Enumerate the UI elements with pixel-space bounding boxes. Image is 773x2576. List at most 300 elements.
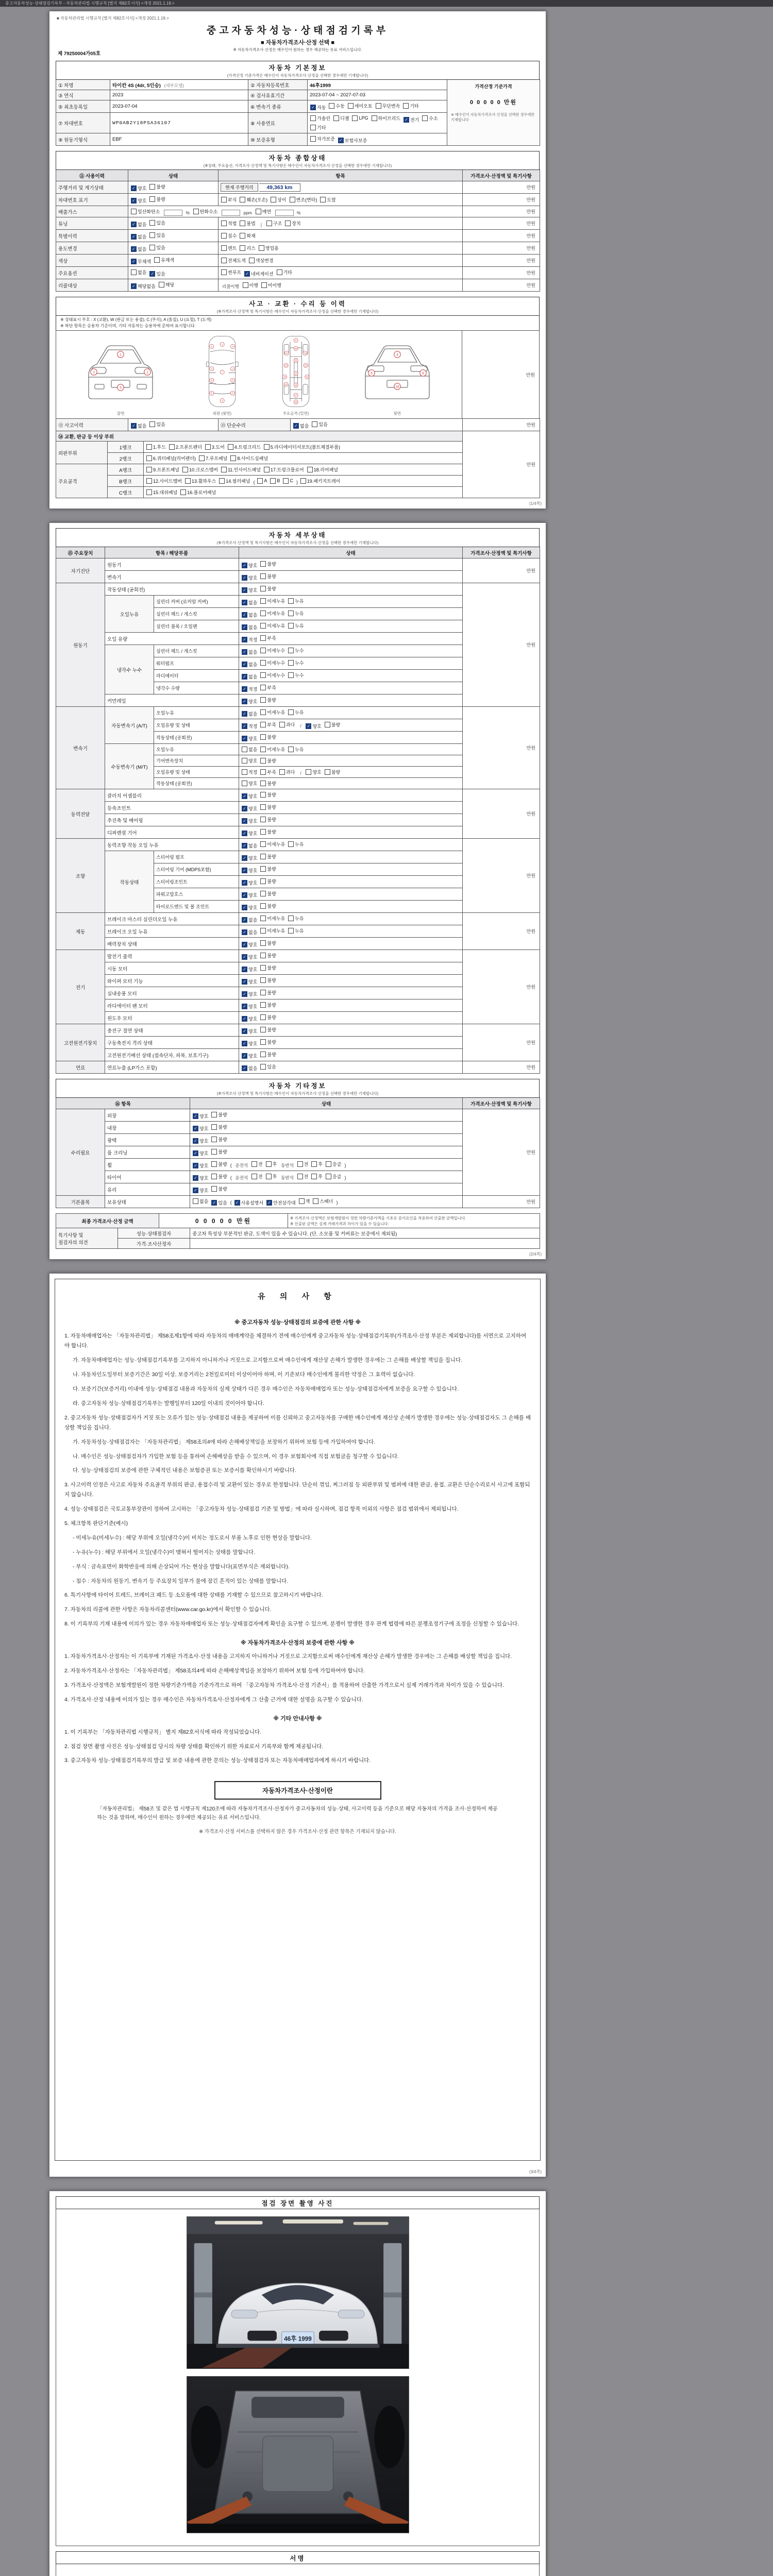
checkbox-box[interactable]	[260, 792, 266, 798]
checkbox-checked[interactable]	[131, 246, 146, 252]
checkbox-box[interactable]: ✓	[234, 1200, 240, 1206]
checkbox-box[interactable]: ✓	[242, 905, 247, 910]
checkbox-unchecked[interactable]	[288, 659, 304, 666]
checkbox-checked[interactable]	[131, 422, 146, 429]
checkbox-box[interactable]	[228, 444, 233, 450]
checkbox-box[interactable]	[260, 573, 266, 579]
checkbox-unchecked[interactable]	[185, 478, 216, 484]
checkbox-unchecked[interactable]	[211, 1161, 227, 1167]
checkbox-box[interactable]	[180, 489, 186, 495]
checkbox-box[interactable]: ✓	[131, 234, 137, 240]
checkbox-box[interactable]: ✓	[131, 198, 137, 204]
checkbox-unchecked[interactable]	[211, 1148, 227, 1155]
checkbox-box[interactable]	[260, 672, 266, 678]
checkbox-checked[interactable]	[193, 1150, 208, 1157]
checkbox-unchecked[interactable]	[288, 622, 304, 629]
checkbox-checked[interactable]	[131, 283, 156, 290]
checkbox-unchecked[interactable]	[260, 1051, 276, 1058]
checkbox-box[interactable]	[251, 1174, 257, 1179]
checkbox-checked[interactable]	[404, 116, 419, 123]
checkbox-box[interactable]	[146, 455, 152, 461]
checkbox-unchecked[interactable]	[259, 245, 279, 251]
checkbox-box[interactable]	[240, 197, 245, 202]
checkbox-unchecked[interactable]	[260, 672, 285, 679]
checkbox-unchecked[interactable]	[261, 282, 281, 289]
checkbox-box[interactable]	[260, 623, 266, 629]
checkbox-unchecked[interactable]	[240, 232, 255, 239]
checkbox-box[interactable]	[260, 561, 266, 567]
checkbox-unchecked[interactable]	[260, 610, 285, 617]
checkbox-box[interactable]: ✓	[242, 563, 247, 568]
checkbox-box[interactable]: ✓	[242, 991, 247, 997]
checkbox-box[interactable]: ✓	[242, 1028, 247, 1034]
checkbox-checked[interactable]	[193, 1113, 208, 1120]
checkbox-box[interactable]	[146, 444, 152, 450]
checkbox-box[interactable]: ✓	[242, 711, 247, 717]
checkbox-checked[interactable]	[242, 649, 257, 655]
checkbox-box[interactable]: ✓	[193, 1175, 198, 1181]
checkbox-box[interactable]: ✓	[211, 1200, 217, 1206]
checkbox-box[interactable]: ✓	[242, 612, 247, 618]
checkbox-box[interactable]	[376, 103, 381, 109]
checkbox-box[interactable]	[149, 184, 155, 190]
checkbox-box[interactable]	[221, 221, 227, 226]
checkbox-box[interactable]	[260, 928, 266, 934]
checkbox-box[interactable]	[311, 1174, 317, 1179]
checkbox-box[interactable]: ✓	[242, 942, 247, 947]
checkbox-unchecked[interactable]	[260, 585, 276, 592]
checkbox-unchecked[interactable]	[149, 232, 165, 239]
checkbox-checked[interactable]	[242, 686, 257, 692]
checkbox-unchecked[interactable]	[260, 769, 276, 775]
checkbox-unchecked[interactable]	[325, 769, 340, 775]
checkbox-box[interactable]: ✓	[242, 686, 247, 692]
checkbox-unchecked[interactable]	[146, 444, 166, 450]
checkbox-box[interactable]	[240, 221, 245, 226]
checkbox-unchecked[interactable]	[297, 1161, 309, 1167]
checkbox-checked[interactable]	[242, 867, 257, 874]
checkbox-unchecked[interactable]	[240, 245, 255, 251]
checkbox-box[interactable]: ✓	[242, 917, 247, 923]
checkbox-box[interactable]	[221, 197, 227, 202]
checkbox-box[interactable]	[260, 891, 266, 896]
checkbox-box[interactable]: ✓	[293, 423, 299, 429]
checkbox-unchecked[interactable]	[260, 828, 276, 835]
checkbox-box[interactable]: ✓	[242, 637, 247, 642]
checkbox-checked[interactable]	[242, 855, 257, 861]
checkbox-box[interactable]	[297, 1161, 303, 1167]
checkbox-unchecked[interactable]	[260, 952, 276, 959]
checkbox-unchecked[interactable]	[260, 561, 276, 567]
checkbox-box[interactable]	[260, 611, 266, 616]
checkbox-unchecked[interactable]	[279, 769, 295, 775]
checkbox-box[interactable]	[149, 421, 155, 427]
checkbox-box[interactable]	[260, 1014, 266, 1020]
checkbox-unchecked[interactable]	[325, 721, 340, 728]
checkbox-box[interactable]	[221, 245, 227, 251]
checkbox-unchecked[interactable]	[242, 757, 257, 764]
checkbox-box[interactable]	[240, 245, 245, 251]
checkbox-box[interactable]: ✓	[193, 1138, 198, 1144]
checkbox-unchecked[interactable]	[260, 791, 276, 798]
checkbox-box[interactable]	[211, 1124, 217, 1130]
checkbox-box[interactable]	[279, 722, 285, 727]
checkbox-box[interactable]	[260, 747, 266, 752]
checkbox-box[interactable]	[264, 467, 270, 472]
checkbox-box[interactable]	[288, 841, 294, 847]
checkbox-box[interactable]	[277, 269, 282, 275]
checkbox-unchecked[interactable]	[333, 115, 349, 122]
checkbox-unchecked[interactable]	[288, 709, 304, 716]
checkbox-unchecked[interactable]	[146, 455, 196, 462]
checkbox-box[interactable]	[264, 444, 270, 450]
checkbox-unchecked[interactable]	[146, 466, 179, 473]
checkbox-checked[interactable]	[310, 104, 326, 111]
checkbox-box[interactable]	[320, 197, 326, 202]
checkbox-box[interactable]	[310, 136, 316, 142]
checkbox-box[interactable]	[325, 722, 330, 727]
checkbox-box[interactable]	[326, 1174, 331, 1179]
checkbox-box[interactable]	[131, 269, 137, 275]
checkbox-unchecked[interactable]	[288, 915, 304, 922]
checkbox-box[interactable]	[149, 220, 155, 226]
checkbox-box[interactable]	[290, 197, 295, 202]
checkbox-unchecked[interactable]	[260, 977, 276, 984]
checkbox-unchecked[interactable]	[260, 635, 276, 641]
checkbox-box[interactable]	[242, 758, 247, 764]
checkbox-unchecked[interactable]	[288, 598, 304, 604]
checkbox-checked[interactable]	[242, 574, 257, 581]
checkbox-unchecked[interactable]	[182, 466, 218, 473]
checkbox-unchecked[interactable]	[326, 1173, 341, 1180]
checkbox-unchecked[interactable]	[288, 647, 304, 654]
checkbox-box[interactable]	[257, 478, 263, 484]
checkbox-unchecked[interactable]	[279, 721, 295, 728]
checkbox-box[interactable]	[288, 611, 294, 616]
checkbox-box[interactable]	[260, 817, 266, 822]
checkbox-box[interactable]	[256, 209, 261, 214]
checkbox-unchecked[interactable]	[228, 444, 261, 450]
checkbox-box[interactable]	[260, 722, 266, 727]
checkbox-unchecked[interactable]	[260, 757, 276, 764]
checkbox-box[interactable]	[311, 1161, 317, 1167]
checkbox-checked[interactable]	[193, 1138, 208, 1144]
checkbox-box[interactable]: ✓	[242, 855, 247, 861]
checkbox-unchecked[interactable]	[205, 444, 225, 450]
checkbox-unchecked[interactable]	[277, 269, 292, 276]
checkbox-unchecked[interactable]	[199, 455, 227, 462]
checkbox-box[interactable]	[260, 586, 266, 591]
checkbox-unchecked[interactable]	[257, 478, 267, 484]
checkbox-box[interactable]: ✓	[242, 1041, 247, 1046]
checkbox-unchecked[interactable]	[221, 245, 237, 251]
checkbox-box[interactable]	[288, 660, 294, 666]
checkbox-unchecked[interactable]	[260, 804, 276, 810]
checkbox-box[interactable]	[266, 1174, 272, 1179]
checkbox-unchecked[interactable]	[260, 647, 285, 654]
checkbox-checked[interactable]	[242, 1003, 257, 1010]
checkbox-checked[interactable]	[242, 1028, 257, 1035]
checkbox-box[interactable]	[260, 769, 266, 775]
checkbox-checked[interactable]	[242, 562, 257, 569]
checkbox-box[interactable]: ✓	[244, 271, 250, 277]
checkbox-box[interactable]	[185, 478, 191, 484]
checkbox-box[interactable]	[221, 233, 227, 239]
checkbox-box[interactable]	[260, 685, 266, 690]
checkbox-unchecked[interactable]	[260, 841, 285, 848]
checkbox-unchecked[interactable]	[242, 746, 257, 753]
checkbox-unchecked[interactable]	[211, 1173, 227, 1180]
checkbox-unchecked[interactable]	[266, 1161, 277, 1167]
checkbox-box[interactable]: ✓	[242, 1004, 247, 1009]
checkbox-box[interactable]: ✓	[242, 699, 247, 704]
checkbox-box[interactable]	[169, 444, 175, 450]
checkbox-box[interactable]	[242, 769, 247, 775]
checkbox-box[interactable]: ✓	[242, 600, 247, 605]
checkbox-checked[interactable]	[242, 624, 257, 631]
checkbox-checked[interactable]	[242, 917, 257, 923]
checkbox-checked[interactable]	[244, 270, 273, 277]
checkbox-box[interactable]: ✓	[149, 271, 155, 277]
checkbox-box[interactable]	[279, 769, 285, 775]
checkbox-checked[interactable]	[242, 793, 257, 800]
checkbox-box[interactable]	[249, 258, 255, 263]
checkbox-unchecked[interactable]	[230, 455, 268, 462]
checkbox-box[interactable]	[288, 648, 294, 653]
checkbox-unchecked[interactable]	[310, 124, 326, 131]
checkbox-box[interactable]	[270, 478, 276, 484]
checkbox-unchecked[interactable]	[260, 780, 276, 787]
checkbox-box[interactable]	[283, 478, 289, 484]
checkbox-checked[interactable]	[242, 1040, 257, 1047]
checkbox-box[interactable]	[221, 258, 227, 263]
checkbox-box[interactable]	[352, 115, 358, 121]
checkbox-box[interactable]	[251, 1161, 257, 1167]
checkbox-unchecked[interactable]	[260, 853, 276, 860]
checkbox-unchecked[interactable]	[260, 598, 285, 604]
checkbox-box[interactable]	[260, 635, 266, 641]
checkbox-unchecked[interactable]	[260, 866, 276, 872]
checkbox-box[interactable]	[260, 1027, 266, 1032]
checkbox-box[interactable]: ✓	[242, 868, 247, 873]
checkbox-checked[interactable]	[266, 1199, 295, 1206]
checkbox-unchecked[interactable]	[403, 103, 418, 109]
checkbox-unchecked[interactable]	[251, 1161, 263, 1167]
checkbox-box[interactable]	[260, 1052, 266, 1057]
checkbox-checked[interactable]	[131, 185, 146, 192]
checkbox-unchecked[interactable]	[260, 903, 276, 909]
checkbox-unchecked[interactable]	[221, 196, 237, 203]
checkbox-checked[interactable]	[242, 954, 257, 960]
checkbox-unchecked[interactable]	[352, 115, 368, 121]
checkbox-checked[interactable]	[242, 818, 257, 824]
checkbox-box[interactable]	[205, 444, 211, 450]
checkbox-unchecked[interactable]	[283, 478, 293, 484]
checkbox-box[interactable]	[333, 115, 339, 121]
checkbox-box[interactable]	[288, 623, 294, 629]
checkbox-unchecked[interactable]	[266, 220, 282, 227]
checkbox-box[interactable]	[211, 1161, 217, 1167]
checkbox-box[interactable]: ✓	[242, 662, 247, 667]
checkbox-box[interactable]: ✓	[242, 587, 247, 593]
checkbox-checked[interactable]	[131, 233, 146, 240]
checkbox-box[interactable]	[288, 598, 294, 604]
checkbox-checked[interactable]	[293, 422, 309, 429]
checkbox-checked[interactable]	[242, 966, 257, 973]
checkbox-unchecked[interactable]	[372, 115, 400, 122]
checkbox-unchecked[interactable]	[131, 208, 160, 215]
checkbox-box[interactable]	[242, 781, 247, 786]
checkbox-unchecked[interactable]	[240, 196, 267, 203]
checkbox-box[interactable]	[310, 115, 316, 121]
checkbox-unchecked[interactable]	[260, 1063, 276, 1070]
checkbox-unchecked[interactable]	[260, 989, 276, 996]
checkbox-box[interactable]	[329, 103, 334, 109]
checkbox-unchecked[interactable]	[221, 232, 237, 239]
checkbox-unchecked[interactable]	[300, 478, 341, 484]
checkbox-checked[interactable]	[242, 805, 257, 812]
checkbox-checked[interactable]	[193, 1162, 208, 1169]
checkbox-box[interactable]	[260, 648, 266, 653]
checkbox-unchecked[interactable]	[146, 478, 182, 484]
checkbox-box[interactable]	[259, 245, 264, 251]
checkbox-checked[interactable]	[242, 978, 257, 985]
checkbox-unchecked[interactable]	[211, 1124, 227, 1130]
checkbox-unchecked[interactable]	[270, 478, 280, 484]
checkbox-checked[interactable]	[242, 673, 257, 680]
checkbox-checked[interactable]	[242, 710, 257, 717]
checkbox-unchecked[interactable]	[290, 196, 317, 203]
checkbox-checked[interactable]	[242, 830, 257, 837]
checkbox-box[interactable]	[230, 455, 236, 461]
checkbox-checked[interactable]	[193, 1175, 208, 1181]
checkbox-unchecked[interactable]	[260, 816, 276, 823]
checkbox-box[interactable]	[297, 1174, 303, 1179]
checkbox-unchecked[interactable]	[260, 721, 276, 728]
checkbox-box[interactable]	[199, 455, 205, 461]
checkbox-unchecked[interactable]	[376, 103, 400, 109]
checkbox-box[interactable]	[288, 672, 294, 678]
checkbox-box[interactable]	[261, 282, 267, 288]
checkbox-unchecked[interactable]	[288, 927, 304, 934]
checkbox-checked[interactable]	[242, 723, 257, 730]
checkbox-box[interactable]	[260, 977, 266, 983]
checkbox-box[interactable]	[260, 804, 266, 810]
checkbox-box[interactable]	[260, 916, 266, 921]
checkbox-unchecked[interactable]	[260, 622, 285, 629]
checkbox-box[interactable]	[260, 854, 266, 859]
checkbox-unchecked[interactable]	[266, 1173, 277, 1180]
checkbox-box[interactable]: ✓	[404, 117, 409, 123]
checkbox-box[interactable]: ✓	[242, 624, 247, 630]
checkbox-unchecked[interactable]	[251, 1173, 263, 1180]
checkbox-box[interactable]	[288, 747, 294, 752]
checkbox-box[interactable]	[271, 197, 276, 202]
checkbox-box[interactable]	[146, 467, 152, 472]
checkbox-box[interactable]	[193, 1198, 198, 1204]
checkbox-unchecked[interactable]	[260, 890, 276, 897]
checkbox-unchecked[interactable]	[313, 1198, 333, 1205]
checkbox-checked[interactable]	[131, 258, 151, 265]
checkbox-unchecked[interactable]	[221, 269, 241, 276]
checkbox-unchecked[interactable]	[260, 1026, 276, 1033]
checkbox-box[interactable]	[159, 282, 164, 287]
checkbox-unchecked[interactable]	[219, 478, 250, 484]
checkbox-checked[interactable]	[211, 1199, 227, 1206]
checkbox-checked[interactable]	[242, 698, 257, 705]
checkbox-box[interactable]	[260, 841, 266, 847]
checkbox-box[interactable]	[221, 467, 227, 472]
checkbox-box[interactable]	[307, 467, 313, 472]
value-input-box[interactable]	[164, 210, 182, 216]
checkbox-unchecked[interactable]	[271, 196, 286, 203]
checkbox-box[interactable]: ✓	[242, 1053, 247, 1059]
checkbox-box[interactable]: ✓	[242, 880, 247, 886]
checkbox-checked[interactable]	[242, 1053, 257, 1059]
checkbox-box[interactable]: ✓	[193, 1150, 198, 1156]
checkbox-box[interactable]	[260, 758, 266, 764]
checkbox-checked[interactable]	[242, 904, 257, 911]
checkbox-box[interactable]: ✓	[242, 674, 247, 680]
checkbox-unchecked[interactable]	[288, 746, 304, 753]
checkbox-checked[interactable]	[242, 929, 257, 936]
checkbox-box[interactable]	[211, 1149, 217, 1155]
checkbox-box[interactable]	[422, 115, 428, 121]
checkbox-unchecked[interactable]	[154, 257, 174, 263]
checkbox-box[interactable]	[288, 709, 294, 715]
checkbox-unchecked[interactable]	[299, 1198, 310, 1205]
checkbox-box[interactable]	[260, 1039, 266, 1045]
checkbox-box[interactable]	[326, 1161, 331, 1167]
checkbox-checked[interactable]	[193, 1125, 208, 1132]
checkbox-unchecked[interactable]	[260, 878, 276, 885]
checkbox-checked[interactable]	[234, 1199, 263, 1206]
checkbox-box[interactable]	[242, 747, 247, 752]
checkbox-checked[interactable]	[242, 587, 257, 594]
checkbox-unchecked[interactable]	[260, 915, 285, 922]
checkbox-box[interactable]	[240, 233, 245, 239]
checkbox-checked[interactable]	[149, 270, 165, 277]
checkbox-unchecked[interactable]	[211, 1136, 227, 1143]
checkbox-unchecked[interactable]	[307, 466, 338, 473]
checkbox-box[interactable]	[260, 1002, 266, 1008]
checkbox-box[interactable]	[219, 478, 225, 484]
checkbox-unchecked[interactable]	[149, 219, 165, 226]
checkbox-unchecked[interactable]	[260, 964, 276, 971]
checkbox-box[interactable]	[266, 1161, 272, 1167]
checkbox-box[interactable]	[243, 282, 248, 288]
checkbox-box[interactable]	[211, 1186, 217, 1192]
checkbox-box[interactable]	[182, 467, 188, 472]
checkbox-box[interactable]: ✓	[266, 1200, 272, 1206]
checkbox-box[interactable]	[260, 660, 266, 666]
checkbox-box[interactable]: ✓	[131, 283, 137, 289]
checkbox-box[interactable]: ✓	[242, 1065, 247, 1071]
checkbox-box[interactable]	[299, 1198, 305, 1204]
checkbox-checked[interactable]	[242, 991, 257, 997]
checkbox-unchecked[interactable]	[306, 769, 321, 775]
checkbox-box[interactable]	[146, 489, 152, 495]
checkbox-box[interactable]	[325, 769, 330, 775]
checkbox-unchecked[interactable]	[211, 1185, 227, 1192]
checkbox-box[interactable]	[260, 903, 266, 909]
checkbox-unchecked[interactable]	[320, 196, 335, 203]
checkbox-box[interactable]: ✓	[131, 222, 137, 227]
checkbox-checked[interactable]	[193, 1187, 208, 1194]
checkbox-box[interactable]: ✓	[242, 649, 247, 655]
checkbox-box[interactable]: ✓	[242, 1016, 247, 1022]
checkbox-unchecked[interactable]	[297, 1173, 309, 1180]
